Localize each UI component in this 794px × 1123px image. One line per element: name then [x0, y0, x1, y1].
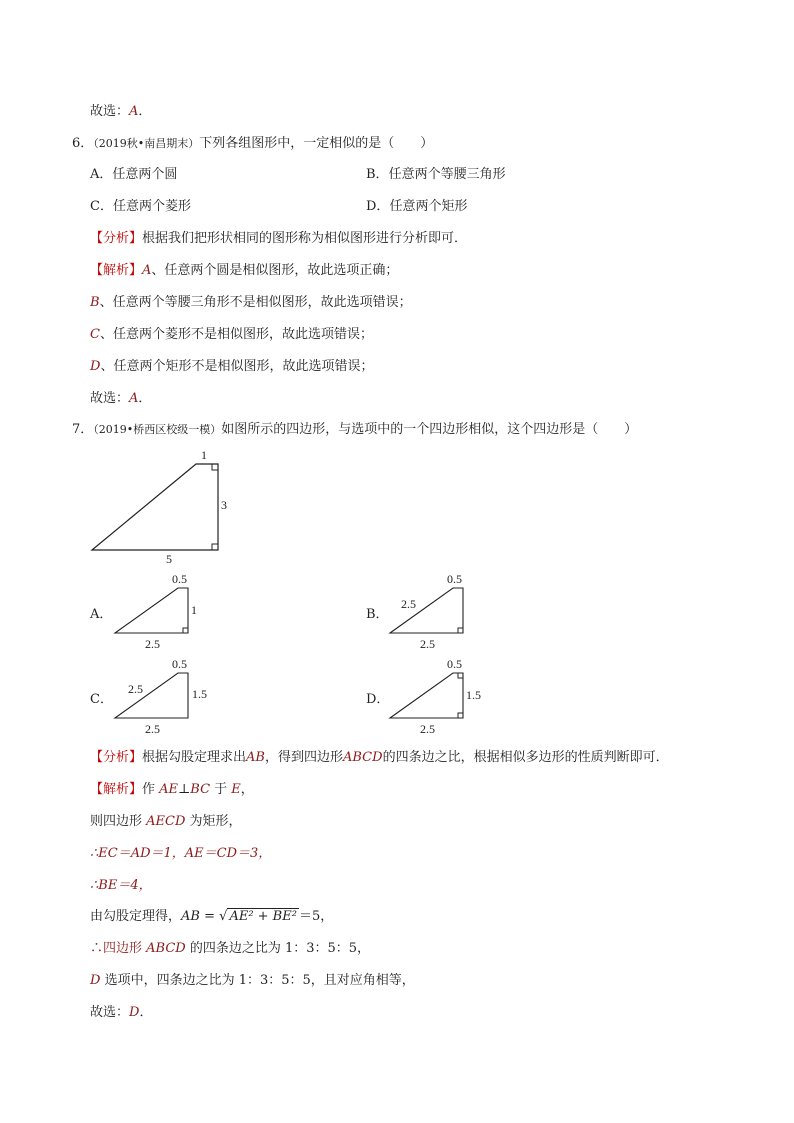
q5-conclusion: 故选：A． [90, 104, 152, 119]
q7-option-a-letter: A． [90, 607, 113, 622]
right-angle-mark-bottom [212, 544, 218, 550]
q7-analysis: 【分析】根据勾股定理求出AB，得到四边形ABCD的四条边之比，根据相似多边形的性质判断即可． [90, 750, 669, 765]
option-d-right-label: 1.5 [466, 688, 481, 702]
option-b-slant-label: 2.5 [401, 597, 416, 611]
q6-option-c: C．任意两个菱形 [90, 199, 191, 214]
option-d-top-label: 0.5 [447, 657, 462, 671]
q7-solution-line-6: ∴四边形 ABCD 的四条边之比为 1：3：5：5， [90, 941, 371, 956]
q7-solution-line-5: 由勾股定理得，AB = √ AE² + BE² ＝5， [90, 909, 334, 924]
q6-solution-line-a: 【解析】A、任意两个圆是相似图形，故此选项正确； [90, 263, 399, 278]
q7-solution-line-4: ∴BE＝4， [90, 878, 152, 893]
option-d-right-angle-mark-top [458, 673, 463, 678]
q6-option-a: A．任意两个圆 [90, 167, 178, 182]
sqrt-expression: √ AE² + BE² [219, 909, 297, 924]
option-d-right-angle-mark-bottom [458, 713, 463, 718]
q6-solution-line-b: B、任意两个等腰三角形不是相似图形，故此选项错误； [90, 295, 412, 310]
main-trapezoid [92, 464, 218, 550]
q6-analysis: 【分析】根据我们把形状相同的图形称为相似图形进行分析即可． [90, 231, 468, 246]
q7-solution-line-1: 【解析】作 AE⊥BC 于 E， [90, 782, 254, 797]
q6-conclusion: 故选：A． [90, 391, 152, 406]
option-a-trapezoid [115, 588, 188, 633]
q6-solution-line-d: D、任意两个矩形不是相似图形，故此选项错误； [90, 359, 374, 374]
option-a-right-angle-mark [183, 628, 188, 633]
q7-stem: 7．（2019•桥西区校级一模）如图所示的四边形，与选项中的一个四边形相似，这个四边形是（ ） [72, 422, 638, 437]
q7-solution-line-2: 则四边形 AECD 为矩形， [90, 814, 242, 829]
q6-option-d: D．任意两个矩形 [366, 199, 468, 214]
option-c-trapezoid [115, 673, 188, 718]
main-bottom-label: 5 [166, 552, 172, 566]
q7-option-c-letter: C． [90, 692, 113, 707]
option-a-bottom-label: 2.5 [145, 637, 160, 651]
option-c-bottom-label: 2.5 [145, 722, 160, 736]
option-d-bottom-label: 2.5 [420, 722, 435, 736]
option-c-top-label: 0.5 [172, 657, 187, 671]
option-b-right-angle-mark [458, 628, 463, 633]
q7-solution-line-3: ∴EC＝AD＝1，AE＝CD＝3， [90, 846, 272, 861]
q7-conclusion: 故选：D． [90, 1005, 153, 1020]
right-angle-mark-top [212, 464, 218, 470]
q7-solution-line-7: D 选项中，四条边之比为 1：3：5：5，且对应角相等， [90, 973, 415, 988]
main-right-label: 3 [221, 498, 227, 512]
option-d-trapezoid [390, 673, 463, 718]
option-b-top-label: 0.5 [447, 572, 462, 586]
option-a-right-label: 1 [191, 603, 197, 617]
option-a-top-label: 0.5 [172, 572, 187, 586]
q6-stem: 6．（2019秋•南昌期末）下列各组图形中，一定相似的是（ ） [72, 136, 434, 151]
q6-option-b: B．任意两个等腰三角形 [366, 167, 506, 182]
q6-solution-line-c: C、任意两个菱形不是相似图形，故此选项错误； [90, 327, 373, 342]
q7-option-d-letter: D． [366, 692, 390, 707]
option-c-right-label: 1.5 [192, 687, 207, 701]
option-b-bottom-label: 2.5 [420, 637, 435, 651]
main-top-label: 1 [201, 448, 207, 462]
option-c-slant-label: 2.5 [128, 682, 143, 696]
q7-option-b-letter: B． [366, 607, 389, 622]
